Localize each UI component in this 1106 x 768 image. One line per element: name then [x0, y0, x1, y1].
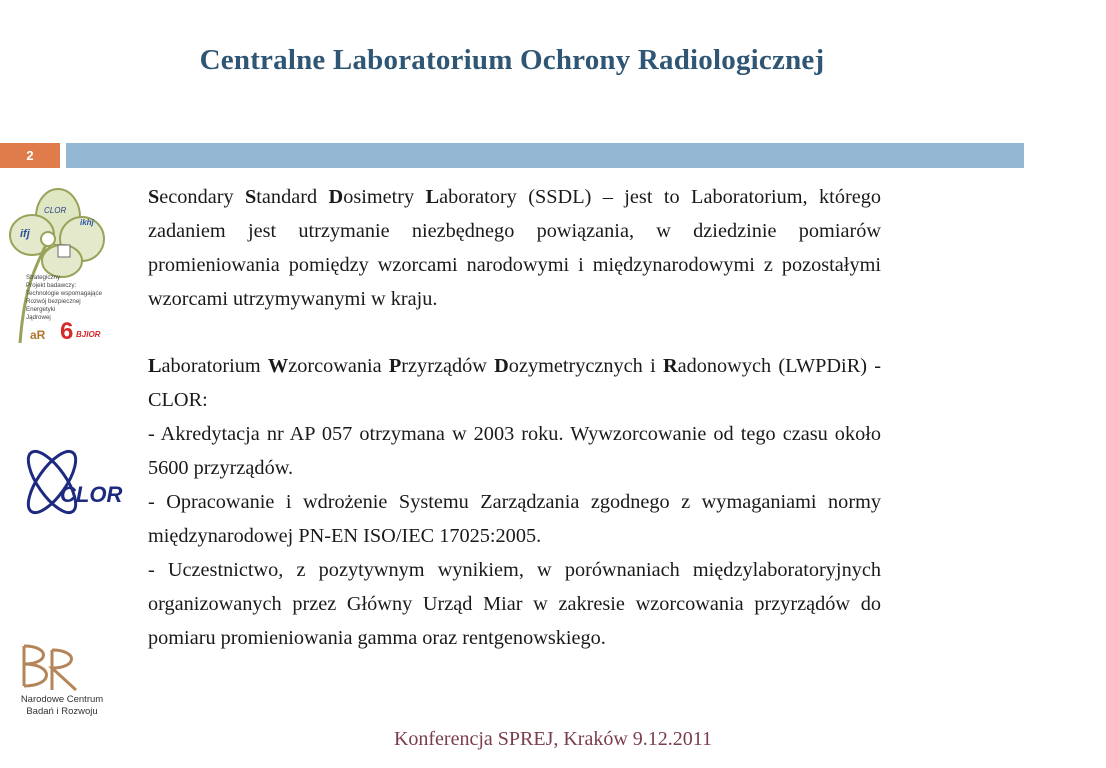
svg-text:aR: aR — [30, 328, 46, 342]
sprej-ikhj-text: ikhj — [80, 218, 94, 227]
clor-logo-text: CLOR — [60, 482, 123, 507]
slide-body — [148, 180, 881, 655]
sprej-line-6: Jądrowej — [26, 314, 51, 321]
clor-logo — [12, 430, 123, 535]
slide-title: Centralne Laboratorium Ochrony Radiologicznej — [199, 44, 825, 76]
ncbir-br-icon — [24, 646, 76, 690]
lwpdir-heading: Laboratorium Wzorcowania Przyrządów Dozymetrycznych i Radonowych (LWPDiR) - CLOR: — [148, 355, 881, 411]
ssdl-paragraph: Secondary Standard Dosimetry Laboratory (SSDL) – jest to Laboratorium, którego zadaniem jest utrzymanie niezbędnego powiązania, w dziedzinie pomiarów promieniowania pomiędzy wzorcami narodowymi i międzynarodowymi z pozostałymi wzorcami utrzymywanymi w kraju. — [148, 186, 881, 310]
sprej-line-2: Projekt badawczy: — [26, 282, 77, 289]
sprej-ifj-text: ifj — [20, 228, 30, 240]
list-item: - Opracowanie i wdrożenie Systemu Zarządzania zgodnego z wymaganiami normy międzynarodowej PN-EN ISO/IEC 17025:2005. — [148, 491, 881, 547]
ncbir-line-2: Badań i Rozwoju — [26, 706, 98, 717]
sprej-logo — [2, 183, 114, 348]
sprej-clor-text: CLOR — [44, 206, 67, 215]
footer-text: Konferencja SPREJ, Kraków 9.12.2011 — [393, 728, 713, 750]
ncbir-line-1: Narodowe Centrum — [20, 694, 104, 705]
sprej-line-5: Energetyki — [26, 306, 56, 313]
sprej-line-1: Strategiczny — [26, 274, 61, 281]
sprej-bjior-text: BJIOR — [76, 330, 101, 339]
list-item: - Akredytacja nr AP 057 otrzymana w 2003 roku. Wywzorcowanie od tego czasu około 5600 przyrządów. — [148, 423, 881, 479]
list-item: - Uczestnictwo, z pozytywnym wynikiem, w porównaniach międzylaboratoryjnych organizowanych przez Główny Urząd Miar w zakresie wzorcowania przyrządów do pomiaru promieniowania gamma oraz rentgenowskiego. — [148, 559, 881, 649]
sprej-6-text: 6 — [60, 318, 74, 345]
sprej-line-4: Rozwój bezpiecznej — [26, 298, 81, 305]
slide-number: 2 — [26, 148, 34, 163]
slide-number-badge — [0, 143, 60, 168]
header-bar — [66, 143, 1024, 168]
sprej-line-3: Technologie wspomagające — [26, 290, 103, 297]
ncbir-logo — [0, 640, 124, 720]
